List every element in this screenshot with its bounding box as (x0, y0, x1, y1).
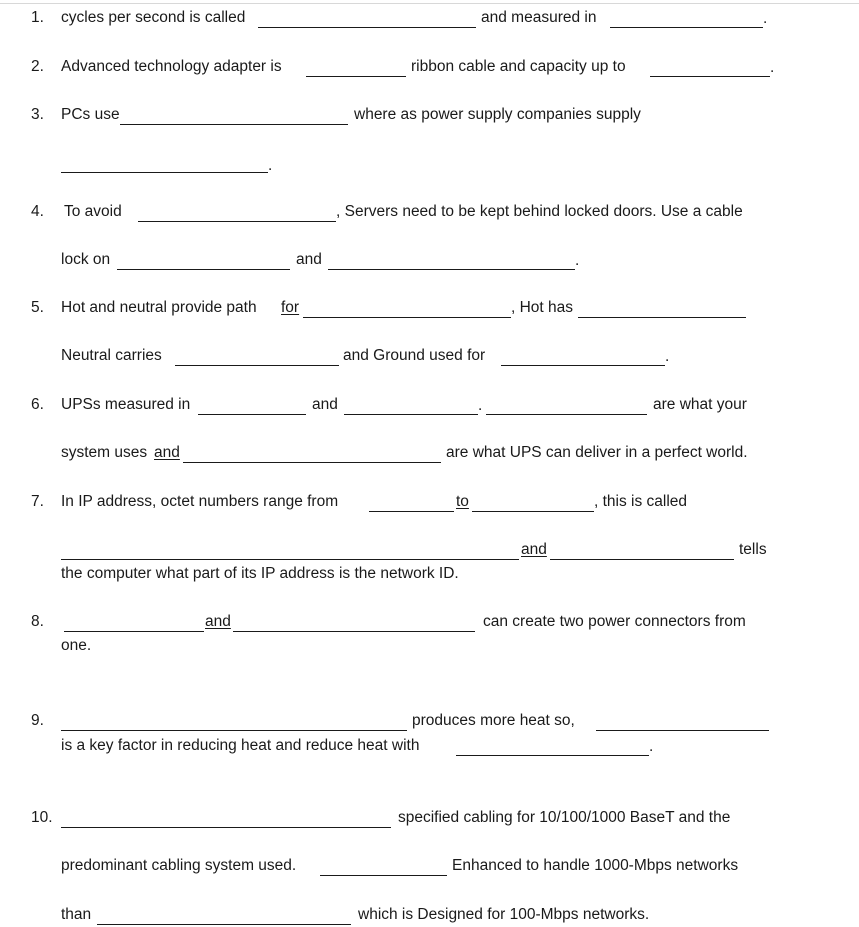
q4-blank-1[interactable] (138, 221, 336, 222)
q5-period: . (665, 348, 670, 365)
q6-blank-3[interactable] (486, 414, 647, 415)
q8-number: 8. (31, 613, 44, 630)
q7-text-a: In IP address, octet numbers range from (61, 493, 339, 510)
q4-text-a: To avoid (64, 203, 122, 220)
q3-blank-2[interactable] (61, 172, 268, 173)
page-top-rule (0, 3, 859, 4)
q3-text-b: where as power supply companies supply (354, 106, 641, 123)
q2-text-b: ribbon cable and capacity up to (411, 58, 626, 75)
q1-period: . (763, 10, 768, 27)
q10-blank-2[interactable] (320, 875, 447, 876)
q7-text-c: , this is called (594, 493, 688, 510)
q6-dot: . (478, 397, 483, 414)
q5-text-a: Hot and neutral provide path (61, 299, 257, 316)
q7-text-and: and (521, 541, 547, 558)
q4-blank-2[interactable] (117, 269, 290, 270)
q1-blank-1[interactable] (258, 27, 476, 28)
q4-blank-3[interactable] (328, 269, 575, 270)
q5-blank-1[interactable] (303, 317, 511, 318)
q1-text-b: and measured in (481, 9, 597, 26)
q10-text-a: specified cabling for 10/100/1000 BaseT and the (398, 809, 731, 826)
q6-blank-1[interactable] (198, 414, 306, 415)
q6-number: 6. (31, 396, 44, 413)
q1-number: 1. (31, 9, 44, 26)
q6-text-a: UPSs measured in (61, 396, 191, 413)
q9-period: . (649, 738, 654, 755)
q2-text-a: Advanced technology adapter is (61, 58, 282, 75)
q7-text-to: to (456, 493, 469, 510)
q7-blank-2[interactable] (472, 511, 594, 512)
q10-text-e: which is Designed for 100-Mbps networks. (358, 906, 650, 923)
q7-blank-1[interactable] (369, 511, 454, 512)
q5-number: 5. (31, 299, 44, 316)
q4-number: 4. (31, 203, 44, 220)
q8-blank-1[interactable] (64, 631, 204, 632)
q10-number: 10. (31, 809, 53, 826)
q3-period: . (268, 157, 273, 174)
q7-blank-4[interactable] (550, 559, 734, 560)
q6-text-b: and (312, 396, 338, 413)
q9-blank-1[interactable] (61, 730, 407, 731)
q9-number: 9. (31, 712, 44, 729)
q7-number: 7. (31, 493, 44, 510)
q2-period: . (770, 59, 775, 76)
q1-text-a: cycles per second is called (61, 9, 246, 26)
q7-blank-3[interactable] (61, 559, 519, 560)
q3-number: 3. (31, 106, 44, 123)
q1-blank-2[interactable] (610, 27, 763, 28)
q9-blank-3[interactable] (456, 755, 649, 756)
q8-text-c: one. (61, 637, 92, 654)
q3-blank-1[interactable] (120, 124, 348, 125)
q2-number: 2. (31, 58, 44, 75)
q5-text-for: for (281, 299, 300, 316)
q6-blank-4[interactable] (183, 462, 441, 463)
q8-text-and: and (205, 613, 231, 630)
q4-text-c: lock on (61, 251, 111, 268)
q5-text-c: Neutral carries (61, 347, 162, 364)
q5-text-b: , Hot has (511, 299, 574, 316)
q10-text-c: Enhanced to handle 1000-Mbps networks (452, 857, 739, 874)
q4-text-b: , Servers need to be kept behind locked doors. Use a cable (336, 203, 743, 220)
q2-blank-2[interactable] (650, 76, 770, 77)
q6-blank-2[interactable] (344, 414, 478, 415)
q7-text-f: the computer what part of its IP address is the network ID. (61, 565, 459, 582)
q9-text-b: is a key factor in reducing heat and reduce heat with (61, 737, 420, 754)
q10-blank-3[interactable] (97, 924, 351, 925)
q9-text-a: produces more heat so, (412, 712, 575, 729)
q5-blank-4[interactable] (501, 365, 665, 366)
q6-text-d: system uses (61, 444, 148, 461)
q3-text-a: PCs use (61, 106, 120, 123)
q9-blank-2[interactable] (596, 730, 769, 731)
q4-period: . (575, 252, 580, 269)
q7-text-e: tells (739, 541, 767, 558)
q6-text-and: and (154, 444, 180, 461)
q10-blank-1[interactable] (61, 827, 391, 828)
q10-text-b: predominant cabling system used. (61, 857, 297, 874)
q2-blank-1[interactable] (306, 76, 406, 77)
q6-text-e: are what UPS can deliver in a perfect world. (446, 444, 748, 461)
q5-text-d: and Ground used for (343, 347, 486, 364)
q10-text-d: than (61, 906, 92, 923)
q8-text-b: can create two power connectors from (483, 613, 746, 630)
q8-blank-2[interactable] (233, 631, 475, 632)
q5-blank-3[interactable] (175, 365, 339, 366)
q5-blank-2[interactable] (578, 317, 746, 318)
q4-text-d: and (296, 251, 322, 268)
q6-text-c: are what your (653, 396, 747, 413)
